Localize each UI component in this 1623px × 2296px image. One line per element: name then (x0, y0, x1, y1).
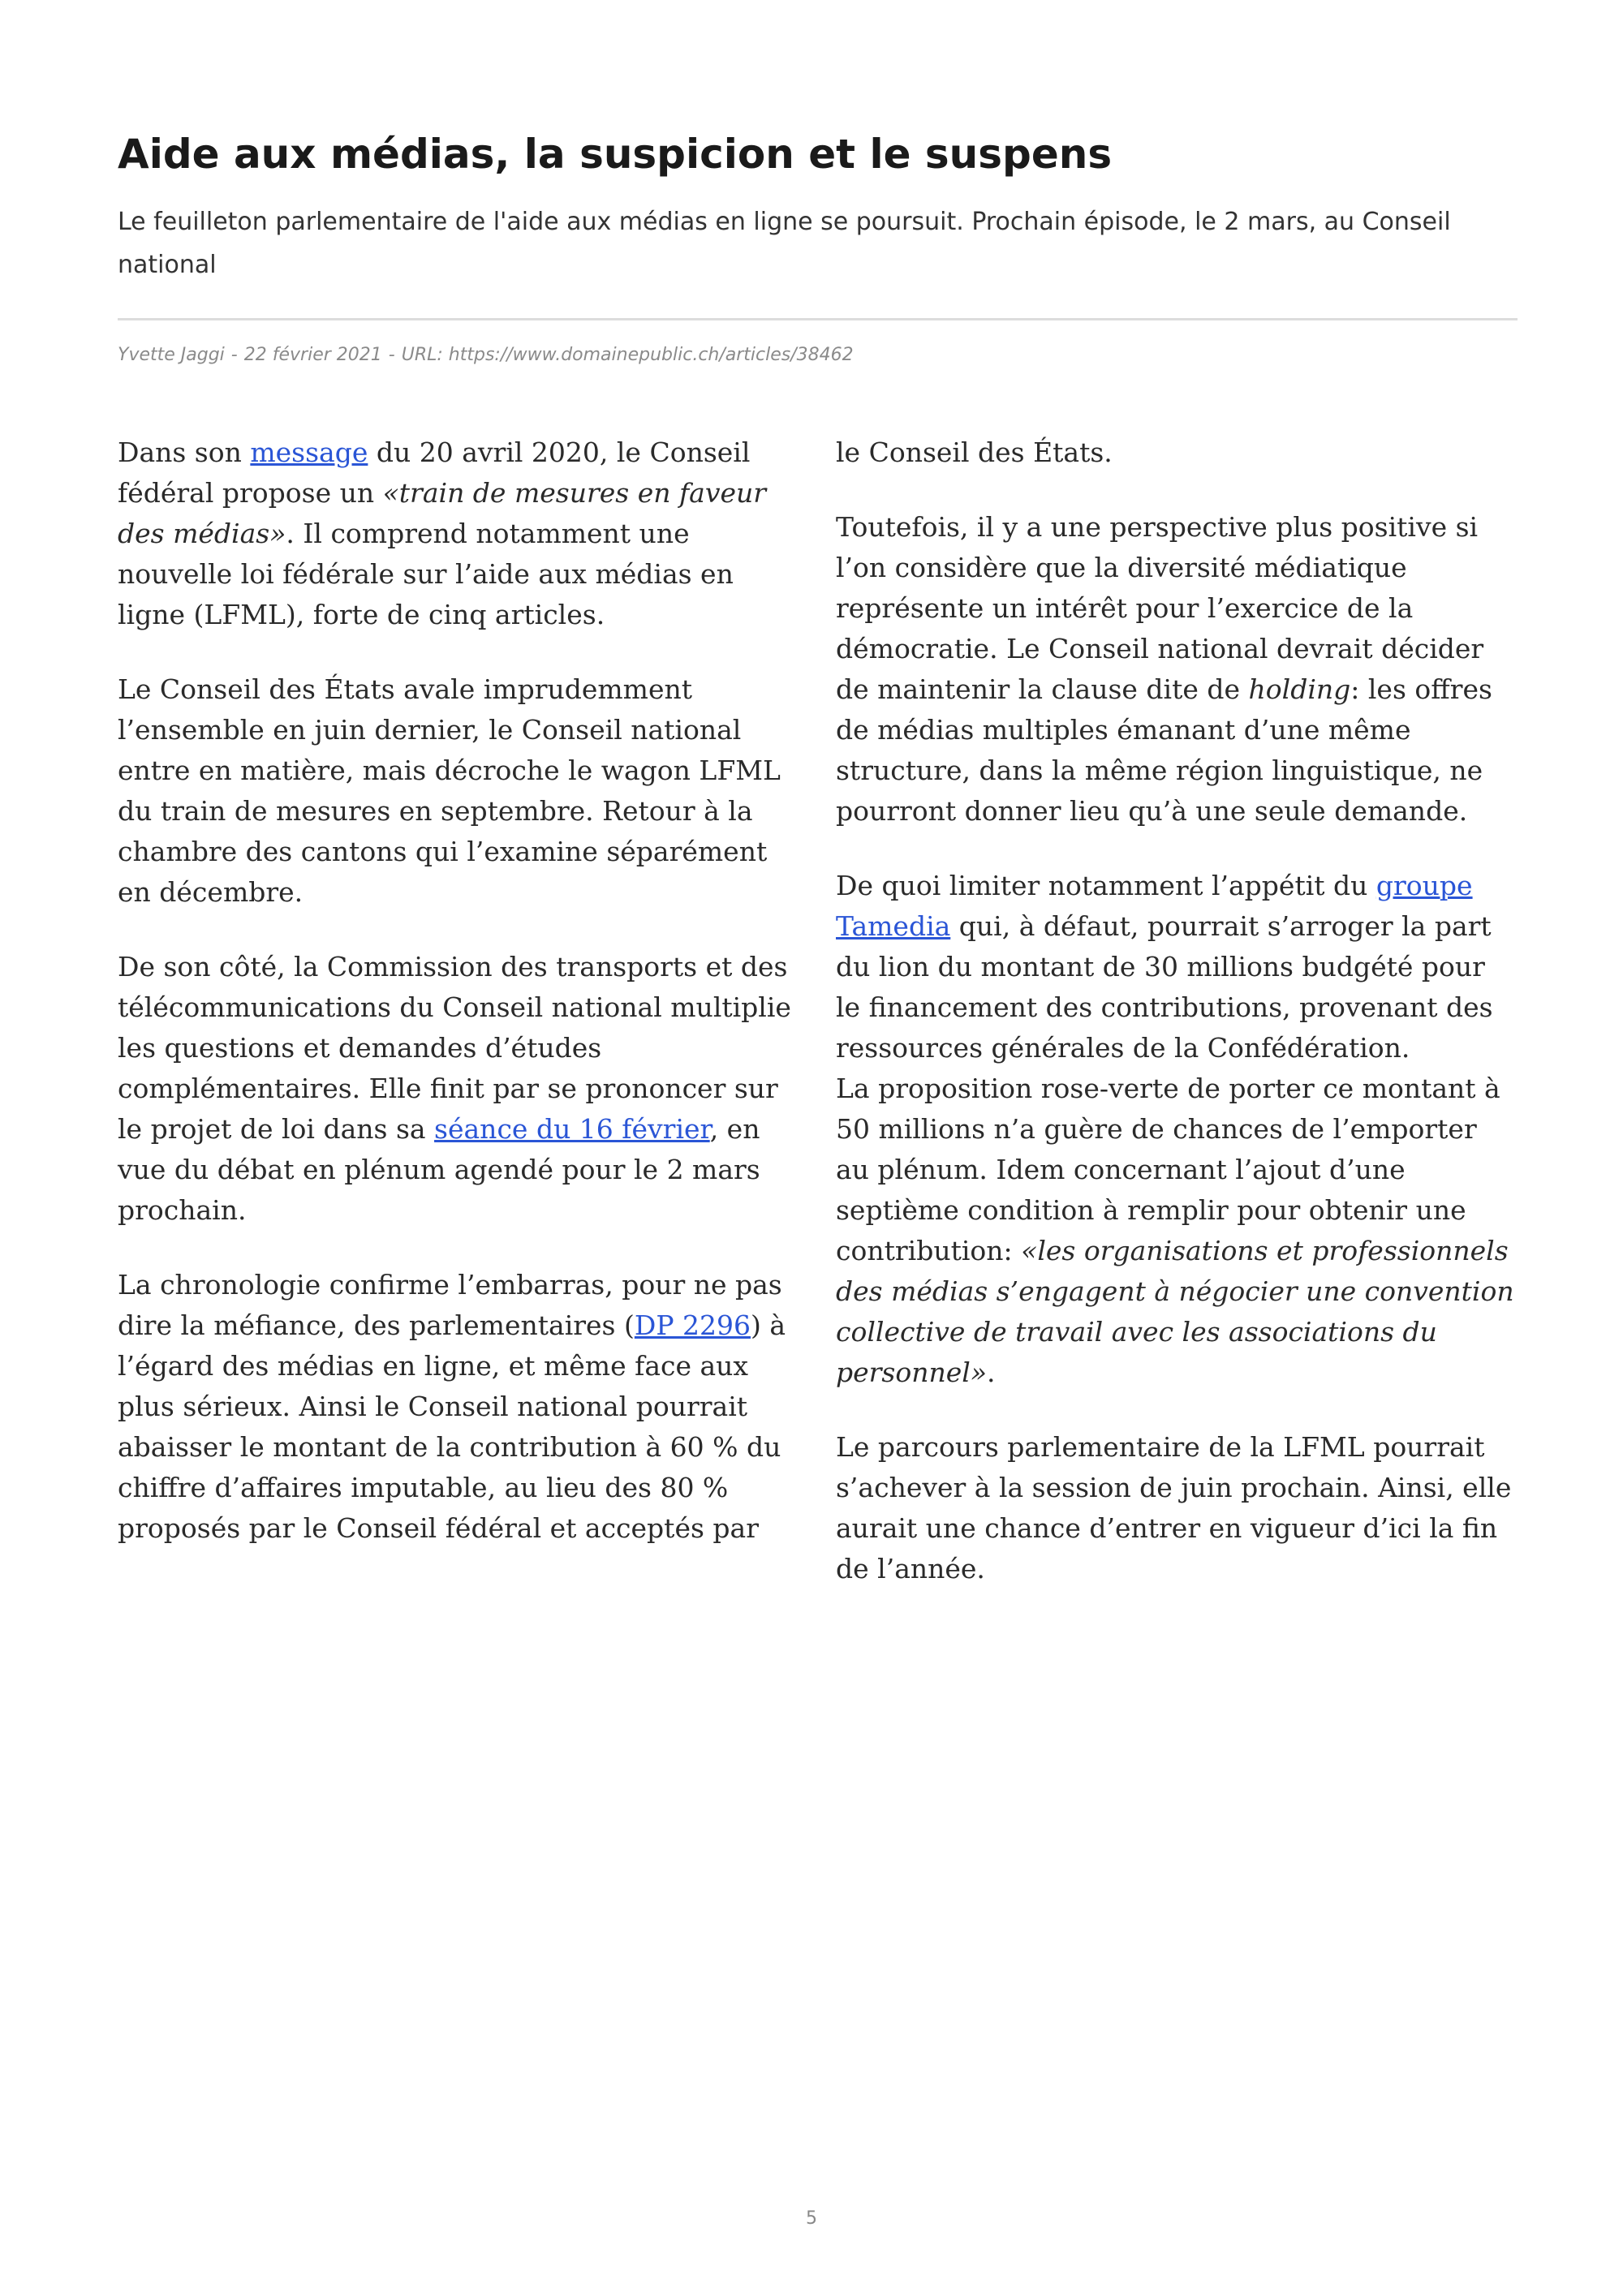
paragraph-text: De quoi limiter notamment l’appétit du (836, 870, 1376, 901)
header-divider (118, 318, 1518, 320)
page-number: 5 (806, 2208, 817, 2229)
article-url-label: URL: (401, 345, 443, 365)
paragraph-text: De son côté, la Commission des transports et des télécommunications du Conseil national multiplie les questions et demandes d’études complémentaires. Elle finit par se prononcer sur le projet de loi dans sa (118, 951, 791, 1145)
meta-separator: - (230, 345, 238, 365)
paragraph-text: : les offres de médias multiples émanant d’une même structure, dans la même région linguistique, ne pourront donner lieu qu’à une seule demande. (836, 673, 1492, 827)
paragraph: Le parcours parlementaire de la LFML pourrait s’achever à la session de juin prochain. Ainsi, elle aurait une chance d’entrer en vigueur d’ici la fin de l’année. (836, 1431, 1512, 1584)
article-subtitle: Le feuilleton parlementaire de l'aide aux médias en ligne se poursuit. Prochain épisode, le 2 mars, au Conseil national (118, 208, 1451, 279)
paragraph-text: Dans son (118, 436, 251, 468)
paragraph (118, 432, 799, 635)
article-title: Aide aux médias, la suspicion et le suspens (118, 131, 1113, 178)
tamedia-link[interactable]: groupe Tamedia (836, 870, 1473, 942)
paragraph (836, 866, 1518, 1393)
paragraph-text: La chronologie confirme l’embarras, pour ne pas dire la méfiance, des parlementaires ( (118, 1269, 782, 1341)
paragraph: le Conseil des États. (836, 436, 1113, 468)
quote-text: «train de mesures en faveur des médias» (118, 477, 767, 549)
paragraph-text: du 20 avril 2020, le Conseil fédéral propose un (118, 436, 751, 509)
paragraph-text: Toutefois, il y a une perspective plus positive si l’on considère que la diversité médiatique représente un intérêt pour l’exercice de la démocratie. Le Conseil national devrait décider de maintenir la clause dite de (836, 511, 1484, 705)
paragraph (118, 947, 799, 1231)
paragraph-text: , en vue du débat en plénum agendé pour le 2 mars prochain. (118, 1113, 760, 1226)
paragraph: Le Conseil des États avale imprudemment l’ensemble en juin dernier, le Conseil national entre en matière, mais décroche le wagon LFML du train de mesures en septembre. Retour à la chambre des cantons qui l’examine séparément en décembre. (118, 673, 781, 908)
quote-text: «les organisations et professionnels des médias s’engagent à négocier une convention collective de travail avec les associations du personnel» (836, 1235, 1514, 1388)
article-meta (118, 342, 854, 369)
paragraph-text: . Il comprend notamment une nouvelle loi fédérale sur l’aide aux médias en ligne (LFML), forte de cinq articles. (118, 518, 734, 630)
left-column (118, 432, 799, 1583)
paragraph (118, 1265, 799, 1549)
article-url: https://www.domainepublic.ch/articles/38462 (448, 345, 854, 365)
paragraph-text: . (987, 1357, 996, 1388)
paragraph-text: ) à l’égard des médias en ligne, et même face aux plus sérieux. Ainsi le Conseil national pourrait abaisser le montant de la contribution à 60 % du chiffre d’affaires imputable, au lieu des 80 % proposés par le Conseil fédéral et acceptés par (118, 1309, 786, 1544)
seance-link[interactable]: séance du 16 février (434, 1113, 710, 1145)
dp-link[interactable]: DP 2296 (634, 1309, 751, 1341)
emphasis-text: holding (1248, 673, 1351, 705)
right-column (836, 432, 1518, 1623)
message-link[interactable]: message (250, 436, 368, 468)
paragraph (836, 507, 1518, 832)
article-author: Yvette Jaggi (118, 345, 225, 365)
article-page (118, 0, 1518, 2296)
meta-separator: - (388, 345, 395, 365)
article-date: 22 février 2021 (243, 345, 382, 365)
paragraph-text: qui, à défaut, pourrait s’arroger la part du lion du montant de 30 millions budgété pour le financement des contributions, provenant des ressources générales de la Confédération. (836, 910, 1493, 1064)
paragraph-text: La proposition rose-verte de porter ce montant à 50 millions n’a guère de chances de l’emporter au plénum. Idem concernant l’ajout d’une septième condition à remplir pour obtenir une contribution: (836, 1073, 1500, 1266)
